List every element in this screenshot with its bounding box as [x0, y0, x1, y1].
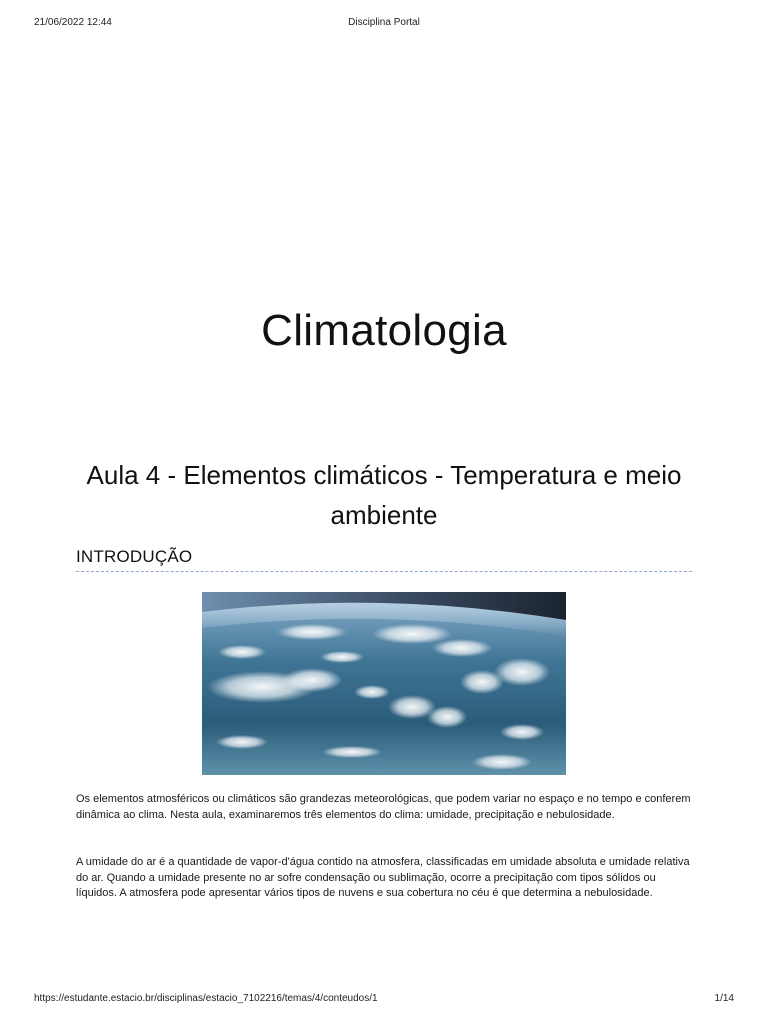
- lesson-title: Aula 4 - Elementos climáticos - Temperatura e meio ambiente: [86, 460, 682, 530]
- print-url: https://estudante.estacio.br/disciplinas/estacio_7102216/temas/4/conteudos/1: [34, 993, 378, 1004]
- page-number: 1/14: [714, 993, 734, 1004]
- print-header: [34, 17, 734, 31]
- print-date: 21/06/2022 12:44: [34, 17, 112, 28]
- intro-paragraph: Os elementos atmosféricos ou climáticos são grandezas meteorológicas, que podem variar no espaço e no tempo e conferem dinâmica ao clima. Nesta aula, examinaremos três elementos do clima: umidade, precipitação e nebulosidade.: [76, 793, 691, 821]
- earth-clouds-image: [202, 592, 566, 775]
- print-footer: [34, 993, 734, 1007]
- humidity-paragraph: A umidade do ar é a quantidade de vapor-d'água contido na atmosfera, classificadas em umidade absoluta e umidade relativa do ar. Quando a umidade presente no ar sofre condensação ou sublimação, ocorre a precipitação com tipos sólidos ou líquidos. A atmosfera pode apresentar vários tipos de nuvens e sua cobertura no céu é que determina a nebulosidade.: [76, 856, 690, 900]
- section-heading-introducao: INTRODUÇÃO: [76, 547, 692, 572]
- document-title: Climatologia: [261, 306, 507, 355]
- print-page-title: Disciplina Portal: [348, 17, 420, 28]
